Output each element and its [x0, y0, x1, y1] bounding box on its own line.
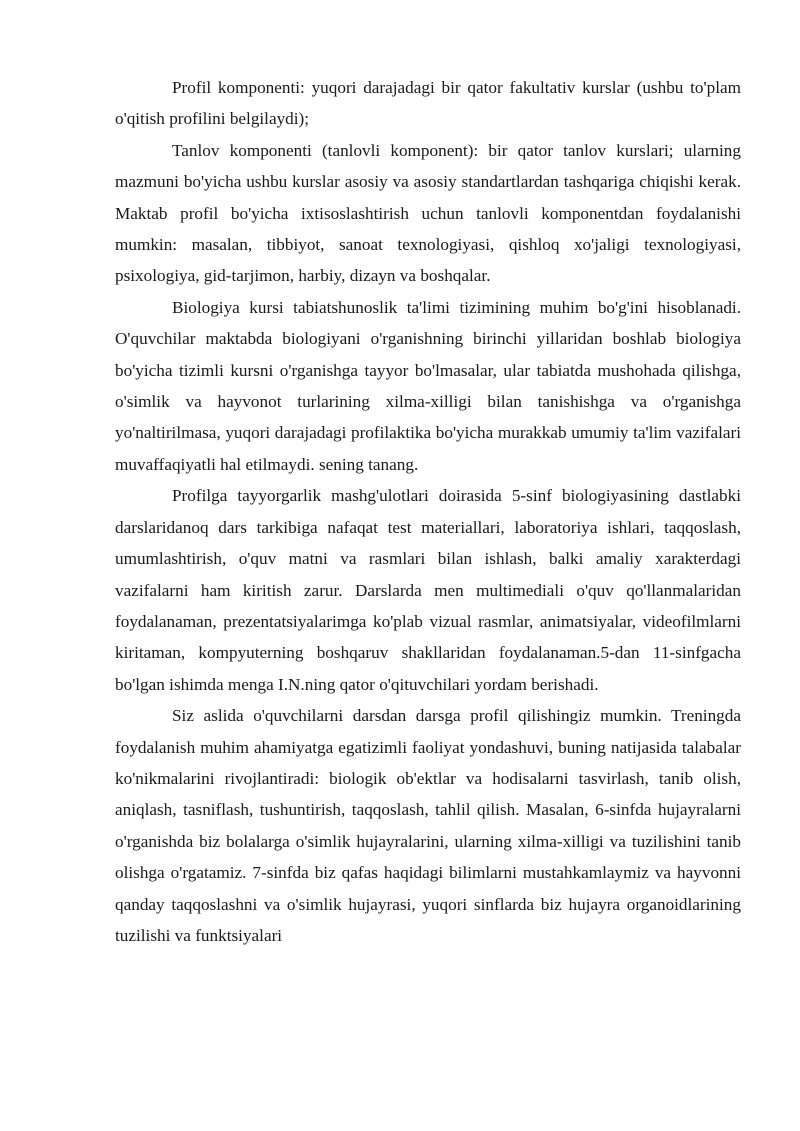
- paragraph-oquvchilarni-profil: Siz aslida o'quvchilarni darsdan darsga profil qilishingiz mumkin. Treningda foydalanish muhim ahamiyatga egatizimli faoliyat yondashuvi, buning natijasida talabalar ko'nikmalarini rivojlantiradi: biologik ob'ektlar va hodisalarni tasvirlash, tanib olish, aniqlash, tasniflash, tushuntirish, taqqoslash, tahlil qilish. Masalan, 6-sinfda hujayralarni o'rganishda biz bolalarga o'simlik hujayralarini, ularning xilma-xilligi va tuzilishini tanib olishga o'rgatamiz. 7-sinfda biz qafas haqidagi bilimlarni mustahkamlaymiz va hayvonni qanday taqqoslashni va o'simlik hujayrasi, yuqori sinflarda biz hujayra organoidlarining tuzilishi va funktsiyalari: [115, 706, 741, 945]
- document-page: [115, 72, 741, 951]
- paragraph-biologiya-kursi: Biologiya kursi tabiatshunoslik ta'limi tizimining muhim bo'g'ini hisoblanadi. O'quvchilar maktabda biologiyani o'rganishning birinchi yillaridan boshlab biologiya bo'yicha tizimli kursni o'rganishga tayyor bo'lmasalar, ular tabiatda mushohada qilishga, o'simlik va hayvonot turlarining xilma-xilligi bilan tanishishga va o'rganishga yo'naltirilmasa, yuqori darajadagi profilaktika bo'yicha murakkab umumiy ta'lim vazifalari muvaffaqiyatli hal etilmaydi. sening tanang.: [115, 297, 741, 474]
- paragraph-profil-komponenti: Profil komponenti: yuqori darajadagi bir qator fakultativ kurslar (ushbu to'plam o'qitish profilini belgilaydi);: [115, 78, 741, 129]
- paragraph-tanlov-komponenti: Tanlov komponenti (tanlovli komponent): bir qator tanlov kurslari; ularning mazmuni bo'yicha ushbu kurslar asosiy va asosiy standartlardan tashqariga chiqishi kerak. Maktab profil bo'yicha ixtisoslashtirish uchun tanlovli komponentdan foydalanishi mumkin: masalan, tibbiyot, sanoat texnologiyasi, qishloq xo'jaligi texnologiyasi, psixologiya, gid-tarjimon, harbiy, dizayn va boshqalar.: [115, 140, 741, 286]
- paragraph-profilga-tayyorgarlik: Profilga tayyorgarlik mashg'ulotlari doirasida 5-sinf biologiyasining dastlabki darslaridanoq dars tarkibiga nafaqat test materiallari, laboratoriya ishlari, taqqoslash, umumlashtirish, o'quv matni va rasmlari bilan ishlash, balki amaliy xarakterdagi vazifalarni ham kiritish zarur. Darslarda men multimediali o'quv qo'llanmalaridan foydalanaman, prezentatsiyalarimga ko'plab vizual rasmlar, animatsiyalar, videofilmlarni kiritaman, kompyuterning boshqaruv shakllaridan foydalanaman.5-dan 11-sinfgacha bo'lgan ishimda menga I.N.ning qator o'qituvchilari yordam berishadi.: [115, 486, 741, 694]
